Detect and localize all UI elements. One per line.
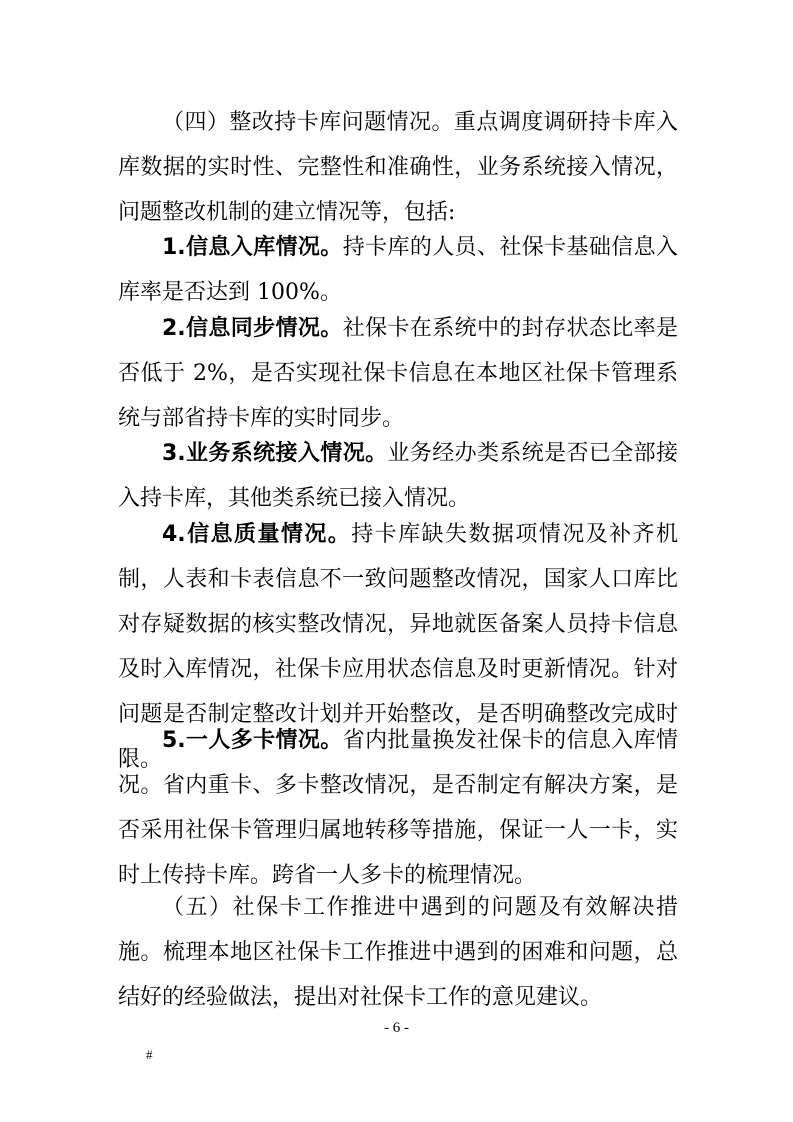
paragraph-text: 持卡库的人员、社保卡基础信息入库率是否达到 100%。 <box>118 235 678 305</box>
page-number: - 6 - <box>384 1020 409 1036</box>
paragraph-lead: 2.信息同步情况。 <box>162 316 343 341</box>
paragraph-text: 持卡库缺失数据项情况及补齐机制，人表和卡表信息不一致问题整改情况，国家人口库比对存疑数据的核实整改情况，异地就医备案人员持卡信息及时入库情况，社保卡应用状态信息及时更新情况。针对问题是否制定整改计划并开始整改，是否明确整改完成时限。 <box>118 522 678 772</box>
paragraph-lead: 5.一人多卡情况。 <box>162 728 343 753</box>
paragraph-text: （四）整改持卡库问题情况。重点调度调研持卡库入库数据的实时性、完整性和准确性，业务系统接入情况，问题整改机制的建立情况等，包括: <box>118 110 678 225</box>
paragraph-item-3 <box>118 431 678 521</box>
paragraph-item-1 <box>118 225 678 315</box>
paragraph-text: （五）社保卡工作推进中遇到的问题及有效解决措施。梳理本地区社保卡工作推进中遇到的困难和问题，总结好的经验做法，提出对社保卡工作的意见建议。 <box>118 895 678 1010</box>
paragraph-lead: 4.信息质量情况。 <box>162 522 352 547</box>
paragraph-section-5 <box>118 885 678 1020</box>
paragraph-text: 社保卡在系统中的封存状态比率是否低于 2%，是否实现社保卡信息在本地区社保卡管理系统与部省持卡库的实时同步。 <box>118 316 678 431</box>
paragraph-text: 业务经办类系统是否已全部接入持卡库，其他类系统已接入情况。 <box>118 441 678 511</box>
paragraph-item-2 <box>118 306 678 441</box>
footer-mark: # <box>146 1047 153 1062</box>
paragraph-lead: 1.信息入库情况。 <box>162 235 343 260</box>
paragraph-lead: 3.业务系统接入情况。 <box>162 441 388 466</box>
paragraph-section-4 <box>118 100 678 235</box>
paragraph-item-5 <box>118 718 678 898</box>
paragraph-text: 省内批量换发社保卡的信息入库情况。省内重卡、多卡整改情况，是否制定有解决方案，是否采用社保卡管理归属地转移等措施，保证一人一卡，实时上传持卡库。跨省一人多卡的梳理情况。 <box>118 728 678 888</box>
